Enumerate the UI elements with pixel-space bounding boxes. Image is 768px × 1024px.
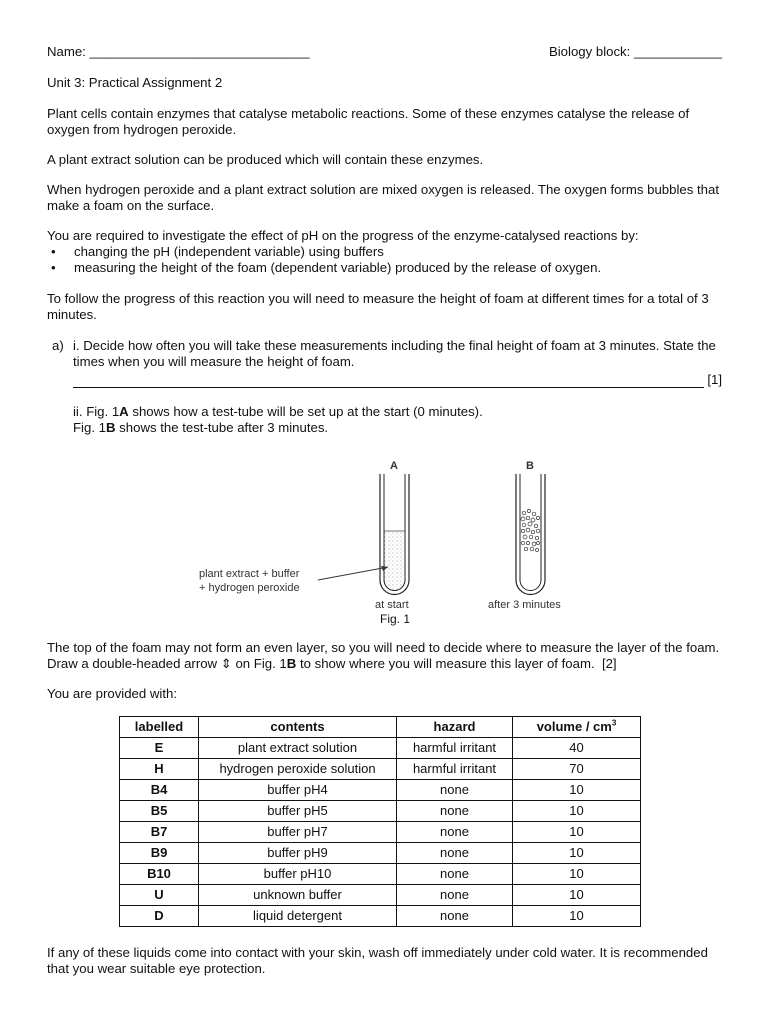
tube-b-outline — [516, 474, 545, 595]
extract-paragraph: A plant extract solution can be produced which will contain these enzymes. — [47, 152, 484, 167]
table-cell: 10 — [513, 843, 641, 864]
caption-at-start: at start — [375, 599, 409, 611]
table-cell: buffer pH9 — [199, 843, 397, 864]
table-cell: none — [397, 822, 513, 843]
table-cell: H — [120, 759, 199, 780]
table-row — [120, 864, 641, 885]
table-cell: 10 — [513, 822, 641, 843]
table-cell: none — [397, 780, 513, 801]
variables-list — [47, 244, 722, 276]
table-cell: buffer pH7 — [199, 822, 397, 843]
list-item: • measuring the height of the foam (dependent variable) produced by the release of oxygen. — [47, 260, 722, 276]
safety-note: If any of these liquids come into contact with your skin, wash off immediately under cold water. It is recommended that you wear suitable eye protection. — [47, 945, 708, 976]
table-cell: none — [397, 843, 513, 864]
col-hazard: hazard — [397, 717, 513, 738]
table-cell: buffer pH4 — [199, 780, 397, 801]
table-cell: B4 — [120, 780, 199, 801]
marks-ii: [2] — [601, 656, 617, 671]
table-cell: unknown buffer — [199, 885, 397, 906]
tube-a-outline — [380, 474, 409, 595]
col-labelled: labelled — [120, 717, 199, 738]
table-header-row — [120, 717, 641, 738]
table-cell: 10 — [513, 885, 641, 906]
table-cell: none — [397, 885, 513, 906]
table-cell: B9 — [120, 843, 199, 864]
progress-paragraph: To follow the progress of this reaction you will need to measure the height of foam at different times for a total of 3 minutes. — [47, 291, 709, 322]
table-row — [120, 885, 641, 906]
materials-table — [119, 716, 641, 927]
table-cell: 10 — [513, 864, 641, 885]
table-cell: U — [120, 885, 199, 906]
tube-b-label: B — [526, 460, 534, 472]
annotation-arrow — [318, 567, 388, 580]
biology-block-label: Biology block: ____________ — [548, 44, 722, 59]
table-cell: buffer pH10 — [199, 864, 397, 885]
table-cell: none — [397, 801, 513, 822]
table-row — [120, 738, 641, 759]
table-cell: none — [397, 864, 513, 885]
list-item: • changing the pH (independent variable) using buffers — [47, 244, 722, 260]
provided-heading: You are provided with: — [47, 686, 178, 701]
annotation-line2: + hydrogen peroxide — [199, 582, 300, 594]
figure-caption: Fig. 1 — [380, 612, 411, 626]
table-row — [120, 759, 641, 780]
question-ii-line1: ii. Fig. 1A shows how a test-tube will be set up at the start (0 minutes). — [73, 404, 483, 419]
question-label: a) — [52, 338, 64, 353]
table-cell: B10 — [120, 864, 199, 885]
marks-i: [1] — [707, 372, 722, 387]
table-cell: D — [120, 906, 199, 927]
table-cell: 40 — [513, 738, 641, 759]
foam-instruction: The top of the foam may not form an even layer, so you will need to decide where to measure the layer of the foam. Draw a double-headed arrow ⇕ on Fig. 1B to show where you will measure this layer of foam. [2] — [47, 640, 720, 671]
reaction-paragraph: When hydrogen peroxide and a plant extract solution are mixed oxygen is released. The oxygen forms bubbles that make a foam on the surface. — [47, 182, 719, 213]
question-ii-line2: Fig. 1B shows the test-tube after 3 minutes. — [73, 420, 329, 435]
table-row — [120, 801, 641, 822]
intro-paragraph: Plant cells contain enzymes that catalyse metabolic reactions. Some of these enzymes catalyse the release of oxygen from hydrogen peroxide. — [47, 106, 690, 137]
foam-bubbles — [521, 509, 540, 551]
header — [47, 44, 722, 60]
name-field-label: Name: ______________________________ — [47, 44, 310, 59]
table-cell: hydrogen peroxide solution — [199, 759, 397, 780]
table-cell: harmful irritant — [397, 738, 513, 759]
table-row — [120, 780, 641, 801]
table-cell: B7 — [120, 822, 199, 843]
task-paragraph: You are required to investigate the effect of pH on the progress of the enzyme-catalysed reactions by: — [47, 228, 639, 243]
table-row — [120, 822, 641, 843]
tube-a-label: A — [390, 460, 398, 472]
table-cell: liquid detergent — [199, 906, 397, 927]
col-volume: volume / $cm^3$ — [513, 717, 641, 738]
table-cell: plant extract solution — [199, 738, 397, 759]
table-cell: 70 — [513, 759, 641, 780]
table-cell: harmful irritant — [397, 759, 513, 780]
table-cell: E — [120, 738, 199, 759]
table-row — [120, 843, 641, 864]
table-cell: buffer pH5 — [199, 801, 397, 822]
worksheet — [47, 44, 722, 436]
table-row — [120, 906, 641, 927]
table-cell: B5 — [120, 801, 199, 822]
table-cell: 10 — [513, 801, 641, 822]
table-cell: 10 — [513, 780, 641, 801]
col-contents: contents — [199, 717, 397, 738]
tube-a-liquid — [384, 531, 405, 591]
table-cell: none — [397, 906, 513, 927]
assignment-title: Unit 3: Practical Assignment 2 — [47, 75, 223, 90]
question-a — [47, 338, 722, 436]
question-i-text: i. Decide how often you will take these measurements including the final height of foam at 3 minutes. State the times when you will measure the height of foam. — [73, 338, 716, 369]
table-cell: 10 — [513, 906, 641, 927]
caption-after-3-minutes: after 3 minutes — [488, 599, 561, 611]
answer-line[interactable] — [73, 372, 722, 388]
annotation-line1: plant extract + buffer — [199, 568, 300, 580]
